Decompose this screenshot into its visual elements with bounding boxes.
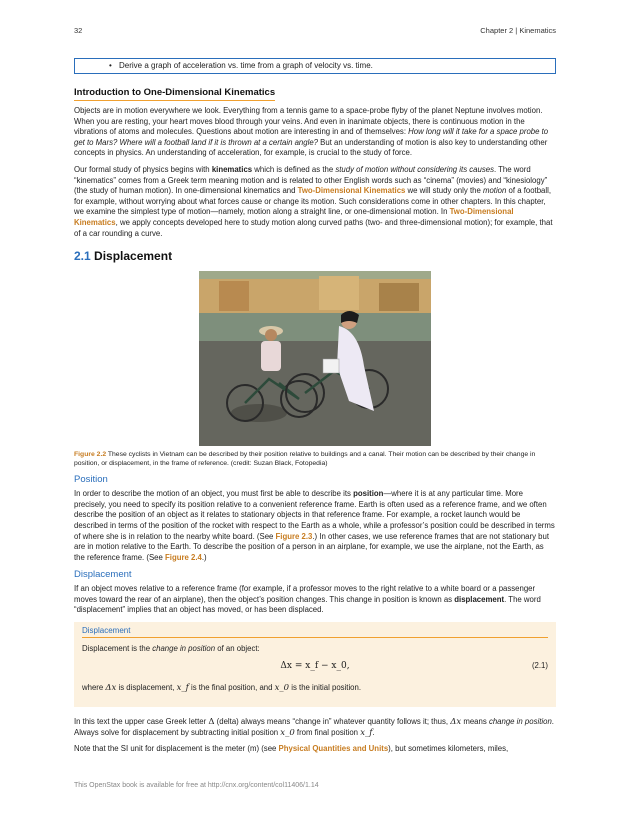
si-unit-paragraph xyxy=(74,744,556,755)
text-run: which is defined as the xyxy=(252,164,336,174)
text-run: . Always solve for displacement by subtracting initial position xyxy=(74,717,554,737)
page-header xyxy=(74,26,556,38)
text-run: is the initial position. xyxy=(289,682,362,692)
text-run-italic: change in position xyxy=(488,717,552,727)
bicycle-basket xyxy=(323,359,339,373)
section-title: Displacement xyxy=(94,249,173,264)
cyclist-man-shirt xyxy=(261,341,281,371)
text-run: —where it is at any particular time. More precisely, you need to specify its position relative to a convenient reference frame. Earth is often used as a reference frame, and we often describe the position of an object as it relates to stationary objects in that reference frame. For example, a rocket launch would be described in terms of the position of the rocket with respect to the Earth as a whole, while a professor’s position could be described in terms of where she is in relation to the nearby white board. (See xyxy=(74,489,555,541)
text-run: .) In other cases, we use reference frames that are not stationary but are in motion relative to the Earth. To describe the position of a person in an airplane, for example, we use the airplane, not the Earth, as the reference frame. (See xyxy=(74,531,550,562)
math-x-initial: x_0 xyxy=(274,682,290,693)
learning-objective-text: Derive a graph of acceleration vs. time from a graph of velocity vs. time. xyxy=(119,61,373,70)
equation-number: (2.1) xyxy=(531,660,548,670)
text-run: ), but sometimes kilometers, miles, xyxy=(388,744,509,754)
text-run: If an object moves relative to a reference frame (for example, if a professor moves to the right relative to a white board or a passenger moves toward the rear of an airplane), then the object’s position changes. This change in position is known as xyxy=(74,584,536,604)
math-x-final: x_f xyxy=(360,727,373,738)
section-heading xyxy=(74,249,556,263)
learning-objective-box xyxy=(74,58,556,74)
page-content xyxy=(74,58,556,761)
position-paragraph xyxy=(74,489,556,563)
text-run: But an understanding of motion is also key to understanding other concepts in physics. An understanding of acceleration, for example, is crucial to the study of force. xyxy=(74,137,548,158)
text-run: is displacement, xyxy=(116,682,177,692)
text-run: .) xyxy=(201,552,207,562)
photo-building xyxy=(319,276,359,310)
text-run: . The word “kinematics” comes from a Greek term meaning motion and is related to other English words such as “cinema” (movies) and “kinesiology” (the study of human motion). In one-dimensional kinematics and xyxy=(74,164,548,196)
text-run: of an object: xyxy=(215,644,260,654)
text-run-italic: motion xyxy=(482,186,507,196)
text-run: Note that the SI unit for displacement is the meter (m) (see xyxy=(74,744,279,754)
term-kinematics: kinematics xyxy=(211,164,253,174)
link-two-dimensional-kinematics[interactable]: Two-Dimensional Kinematics xyxy=(297,186,406,196)
equation-row xyxy=(82,661,548,677)
chapter-title: Chapter 2 | Kinematics xyxy=(480,26,556,35)
cyclist-man-face xyxy=(265,329,277,341)
displacement-heading: Displacement xyxy=(74,569,132,581)
link-two-dimensional-kinematics[interactable]: Two-Dimensional Kinematics xyxy=(74,207,514,227)
text-run-italic: study of motion without considering its causes xyxy=(335,164,494,174)
link-figure-2-4[interactable]: Figure 2.4 xyxy=(165,552,202,562)
text-run: from final position xyxy=(294,727,361,737)
bullet: • xyxy=(109,61,112,70)
page-footer: This OpenStax book is available for free at http://cnx.org/content/col11406/1.14 xyxy=(74,782,319,789)
figure-label: Figure 2.2 xyxy=(74,451,107,459)
position-heading: Position xyxy=(74,474,108,486)
page-number: 32 xyxy=(74,26,83,35)
figure-caption xyxy=(74,450,556,468)
definition-box xyxy=(74,622,556,707)
delta-paragraph xyxy=(74,717,556,738)
definition-title: Displacement xyxy=(82,626,548,638)
displacement-paragraph xyxy=(74,584,556,616)
text-run: (delta) always means “change in” whatever quantity follows it; thus, xyxy=(214,717,451,727)
text-run: Our formal study of physics begins with xyxy=(74,164,212,174)
definition-text xyxy=(82,644,548,655)
text-run: Objects are in motion everywhere we look. Everything from a tennis game to a space-probe flyby of the planet Neptune involves motion. When you are resting, your heart moves blood through your veins. And even in inanimate objects, there is continuous motion in the vibrations of atoms and molecules. Questions about motion are interesting in and of themselves: xyxy=(74,106,543,137)
term-position: position xyxy=(353,489,384,499)
text-run: . xyxy=(372,727,375,737)
figure-cyclists-photo xyxy=(199,271,431,446)
photo-building xyxy=(379,283,419,311)
text-run: we will study only the xyxy=(405,186,483,196)
math-delta-x: Δx xyxy=(450,717,462,728)
intro-paragraph-2 xyxy=(74,165,556,239)
text-run: where xyxy=(82,682,106,692)
text-run: In order to describe the motion of an object, you must first be able to describe its xyxy=(74,489,354,499)
section-number: 2.1 xyxy=(74,249,91,264)
link-physical-quantities-and-units[interactable]: Physical Quantities and Units xyxy=(278,744,389,754)
displacement-equation: Δx = x_f − x_0, xyxy=(280,660,350,671)
text-run: , we apply concepts developed here to study motion along curved paths (two- and three-dimensional motion); for example, that of a car rounding a curve. xyxy=(74,217,553,238)
caption-text: These cyclists in Vietnam can be described by their position relative to buildings and a canal. Their motion can be described by their change in position, or displacement, in the frame of reference. (credit: Suzan Black, Fotopedia) xyxy=(74,451,536,468)
text-run: means xyxy=(461,717,489,727)
where-text xyxy=(82,683,548,694)
intro-paragraph-1 xyxy=(74,106,556,159)
math-delta: Δ xyxy=(208,717,215,728)
cyclists-photo xyxy=(199,271,431,446)
math-delta-x: Δx xyxy=(105,682,117,693)
text-run: In this text the upper case Greek letter xyxy=(74,717,209,727)
text-run-italic: change in position xyxy=(152,644,216,654)
link-figure-2-3[interactable]: Figure 2.3 xyxy=(275,531,313,541)
photo-building xyxy=(219,281,249,311)
photo-road xyxy=(199,341,431,446)
text-run: Displacement is the xyxy=(82,644,153,654)
text-run: . The word “displacement” implies that an object has moved, or has been displaced. xyxy=(74,594,541,615)
math-x-initial: x_0 xyxy=(280,727,295,738)
math-x-final: x_f xyxy=(176,682,189,693)
intro-heading: Introduction to One-Dimensional Kinematics xyxy=(74,87,275,101)
text-run: is the final position, and xyxy=(188,682,275,692)
term-displacement: displacement xyxy=(454,594,505,604)
text-run-italic: How long will it take for a space probe to get to Mars? Where will a football land if it is thrown at a certain angle? xyxy=(74,127,549,147)
text-run: of a football, for example, without worrying about what forces cause or change its motion. Such considerations come in other chapters. In this chapter, we examine the simplest type of motion—namely, motion along a straight line, or one-dimensional motion. In xyxy=(74,186,552,217)
